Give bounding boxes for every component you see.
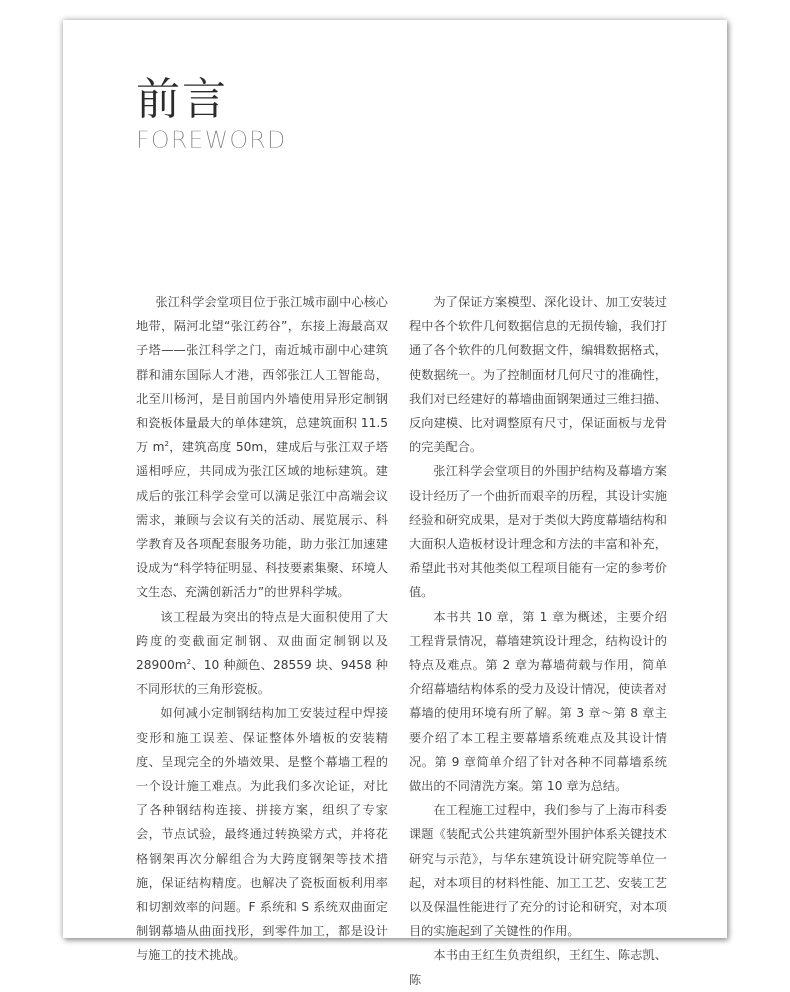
paragraph: 张江科学会堂项目的外围护结构及幕墙方案设计经历了一个曲折而艰辛的历程，其设计实施经验和研究成果，是对于类似大跨度幕墙结构和大面积人造板材设计理念和方法的丰富和补充，希望此书对其他类似工程项目能有一定的参考价值。: [409, 464, 667, 600]
paragraph: 如何减小定制钢结构加工安装过程中焊接变形和施工误差、保证整体外墙板的安装精度、呈现完全的外墙效果、是整个幕墙工程的一个设计施工难点。为此我们多次论证，对比了各种钢结构连接、拼接方案，组织了专家会，节点试验，最终通过转换梁方式，并将花格钢架再次分解组合为大跨度钢架等技术措施，保证结构精度。也解决了瓷板面板利用率和切割效率的问题。F 系统和 S 系统双曲面定制钢幕墙从曲面找形，到零件加工，都是设计与施工的技术挑战。: [136, 706, 388, 963]
left-text-column: [136, 290, 388, 968]
page-title: 前言: [136, 74, 228, 125]
paragraph: 本书共 10 章，第 1 章为概述，主要介绍工程背景情况，幕墙建筑设计理念，结构设计的特点及难点。第 2 章为幕墙荷载与作用，简单介绍幕墙结构体系的受力及设计情况，使读者对幕墙的使用环境有所了解。第 3 章～第 8 章主要介绍了本工程主要幕墙系统难点及其设计情况。第 9 章简单介绍了针对各种不同幕墙系统做出的不同清洗方案。第 10 章为总结。: [409, 609, 667, 794]
paragraph: 张江科学会堂项目位于张江城市副中心核心地带，隔河北望“张江药谷”，东接上海最高双子塔——张江科学之门，南近城市副中心建筑群和浦东国际人才港，西邻张江人工智能岛，北至川杨河，是目前国内外墙使用异形定制钢和瓷板体量最大的单体建筑，总建筑面积 11.5 万 $m^2$，建筑高度 50m，建成后与张江双子塔遥相呼应，共同成为张江区域的地标建筑。建成后的张江科学会堂可以满足张江中高端会议需求，兼顾与会议有关的活动、展览展示、科学教育及各项配套服务功能，助力张江加速建设成为“科学特征明显、科技要素集聚、环境人文生态、充满创新活力”的世界科学城。: [136, 295, 388, 600]
paragraph: 在工程施工过程中，我们参与了上海市科委课题《装配式公共建筑新型外围护体系关键技术研究与示范》，与华东建筑设计研究院等单位一起，对本项目的材料性能、加工工艺、安装工艺以及保温性能进行了充分的讨论和研究，对本项目的实施起到了关键性的作用。: [409, 803, 667, 939]
paragraph: 本书由王红生负责组织，王红生、陈志凯、陈: [409, 948, 667, 987]
paragraph: 该工程最为突出的特点是大面积使用了大跨度的变截面定制钢、双曲面定制钢以及 $28900m^2$、10 种颜色、28559 块、9458 种不同形状的三角形瓷板。: [136, 609, 388, 697]
paragraph: 为了保证方案模型、深化设计、加工安装过程中各个软件几何数据信息的无损传输，我们打通了各个软件的几何数据文件，编辑数据格式，使数据统一。为了控制面材几何尺寸的准确性，我们对已经建好的幕墙曲面钢架通过三维扫描、反向建模、比对调整原有尺寸，保证面板与龙骨的完美配合。: [409, 295, 667, 455]
document-page: [63, 20, 727, 987]
right-text-column: [409, 290, 667, 992]
page-subtitle: FOREWORD: [136, 126, 287, 154]
